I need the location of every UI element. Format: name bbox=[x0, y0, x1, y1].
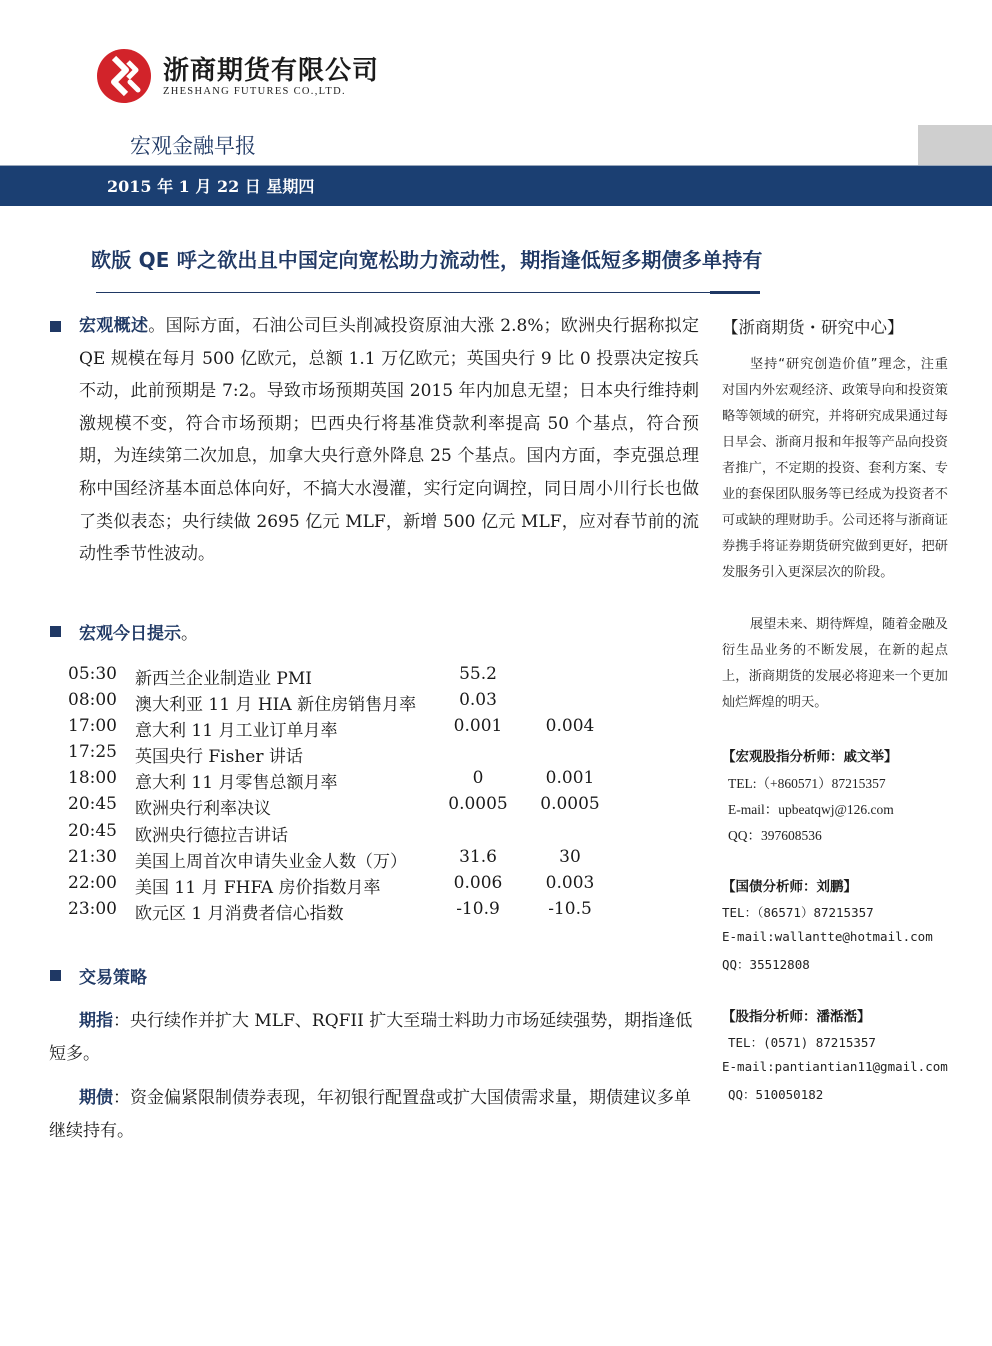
analyst-3-qq: QQ：510050182 bbox=[728, 1087, 824, 1102]
bonds-text: ：资金偏紧限制债券表现，年初银行配置盘或扩大国债需求量，期债建议多单继续持有。 bbox=[49, 1088, 691, 1141]
calendar-value-1: -10.9 bbox=[456, 898, 500, 919]
calendar-time: 05:30 bbox=[68, 664, 117, 684]
calendar-event: 欧洲央行利率决议 bbox=[135, 799, 271, 820]
analyst-1-email[interactable]: E-mail：upbeatqwj@126.com bbox=[728, 802, 894, 817]
calendar-time: 20:45 bbox=[68, 794, 117, 815]
analyst-1-title: 【宏观股指分析师：戚文举】 bbox=[722, 749, 898, 765]
calendar-row bbox=[68, 742, 628, 768]
report-date: 2015 年 1 月 22 日 星期四 bbox=[107, 177, 315, 196]
futures-strategy bbox=[49, 1005, 699, 1070]
bonds-lead: 期债 bbox=[79, 1088, 113, 1108]
calendar-time: 08:00 bbox=[68, 690, 117, 711]
calendar-event: 意大利 11 月零售总额月率 bbox=[135, 773, 338, 794]
calendar-time: 20:45 bbox=[68, 820, 117, 841]
calendar-row bbox=[68, 794, 628, 820]
report-title: 宏观金融早报 bbox=[130, 134, 256, 158]
calendar-value-1: 0.006 bbox=[453, 872, 503, 893]
calendar-value-2: 0.004 bbox=[545, 716, 595, 737]
analyst-2-tel: TEL：（86571）87215357 bbox=[722, 905, 874, 920]
calendar-value-2: 0.001 bbox=[545, 768, 595, 789]
calendar-event: 英国央行 Fisher 讲话 bbox=[135, 747, 303, 768]
decorative-block bbox=[918, 125, 992, 165]
calendar-event: 欧元区 1 月消费者信心指数 bbox=[135, 903, 344, 924]
calendar-value-1: 0.03 bbox=[459, 690, 497, 711]
headline: 欧版 QE 呼之欲出且中国定向宽松助力流动性，期指逢低短多期债多单持有 bbox=[91, 248, 763, 272]
calendar-time: 22:00 bbox=[68, 872, 117, 893]
calendar-event: 欧洲央行德拉吉讲话 bbox=[135, 825, 288, 846]
calendar-row bbox=[68, 768, 628, 794]
analyst-3-email[interactable]: E-mail:pantiantian11@gmail.com bbox=[722, 1059, 948, 1074]
calendar-time: 17:00 bbox=[68, 716, 117, 737]
calendar-event: 意大利 11 月工业订单月率 bbox=[135, 721, 338, 742]
calendar-row bbox=[68, 690, 628, 716]
calendar-time: 17:25 bbox=[68, 742, 117, 763]
calendar-event: 澳大利亚 11 月 HIA 新住房销售月率 bbox=[135, 695, 417, 716]
analyst-3-title: 【股指分析师：潘湉湉】 bbox=[722, 1009, 871, 1025]
calendar-row bbox=[68, 716, 628, 742]
calendar-row bbox=[68, 847, 628, 873]
company-name-cn: 浙商期货有限公司 bbox=[163, 56, 380, 86]
calendar-value-1: 55.2 bbox=[459, 664, 497, 684]
calendar-row bbox=[68, 821, 628, 847]
analyst-1-tel: TEL:（+860571）87215357 bbox=[728, 776, 886, 791]
research-center-intro: 坚持“研究创造价值”理念，注重对国内外宏观经济、政策导向和投资策略等领域的研究，并将研究成果通过每日早会、浙商月报和年报等产品向投资者推广，不定期的投资、套利方案、专业的套保团队服务等已经成为投资者不可或缺的理财助手。公司还将与浙商证券携手将证券期货研究做到更好，把研发服务引入更深层次的阶段。 bbox=[722, 357, 948, 580]
calendar-value-1: 31.6 bbox=[459, 846, 497, 867]
futures-lead: 期指 bbox=[79, 1011, 113, 1031]
analyst-3-tel: TEL：(0571) 87215357 bbox=[728, 1035, 876, 1050]
calendar-time: 18:00 bbox=[68, 768, 117, 789]
analyst-2-title: 【国债分析师：刘鹏】 bbox=[722, 879, 857, 895]
overview-heading: 宏观概述 bbox=[79, 316, 149, 336]
company-name-en: ZHESHANG FUTURES CO.,LTD. bbox=[163, 86, 346, 97]
analyst-1-qq: QQ：397608536 bbox=[728, 828, 822, 843]
headline-divider bbox=[96, 292, 760, 293]
square-bullet-icon bbox=[50, 970, 61, 981]
research-center-outlook: 展望未来、期待辉煌，随着金融及衍生品业务的不断发展，在新的起点上，浙商期货的发展必将迎来一个更加灿烂辉煌的明天。 bbox=[722, 617, 948, 710]
research-center-title: 【浙商期货・研究中心】 bbox=[722, 318, 904, 337]
calendar-event: 美国上周首次申请失业金人数（万） bbox=[135, 851, 407, 872]
economic-calendar bbox=[68, 664, 628, 925]
company-logo-icon bbox=[96, 48, 152, 104]
calendar-value-2: -10.5 bbox=[548, 898, 592, 919]
calendar-value-1: 0.0005 bbox=[448, 794, 508, 815]
calendar-event: 新西兰企业制造业 PMI bbox=[135, 669, 312, 689]
bond-strategy bbox=[49, 1082, 699, 1147]
overview-text: 。国际方面，石油公司巨头削减投资原油大涨 2.8%；欧洲央行据称拟定 QE 规模在每月 500 亿欧元，总额 1.1 万亿欧元；英国央行 9 比 0 投票决定按兵不动，此前预期是 7:2。导致市场预期英国 2015 年内加息无望；日本央行维持刺激规模不变，符合市场预期；巴西央行将基准贷款利率提高 50 个基点，符合预期，为连续第二次加息，加拿大央行意外降息 25 个基点。国内方面，李克强总理称中国经济基本面总体向好，不搞大水漫灌，实行定向调控，同日周小川行长也做了类似表态；央行续做 2695 亿元 MLF，新增 500 亿元 MLF，应对春节前的流动性季节性波动。 bbox=[79, 316, 700, 565]
strategy-heading: 交易策略 bbox=[79, 968, 147, 988]
today-heading: 宏观今日提示。 bbox=[79, 624, 198, 644]
calendar-row bbox=[68, 873, 628, 899]
futures-text: ：央行续作并扩大 MLF、RQFII 扩大至瑞士料助力市场延续强势，期指逢低短多。 bbox=[49, 1011, 693, 1064]
calendar-value-1: 0.001 bbox=[453, 716, 503, 737]
calendar-row bbox=[68, 664, 628, 690]
analyst-2-qq: QQ：35512808 bbox=[722, 957, 810, 972]
square-bullet-icon bbox=[50, 321, 61, 332]
headline-divider-accent bbox=[710, 291, 760, 294]
calendar-value-1: 0 bbox=[472, 768, 484, 789]
calendar-value-2: 0.0005 bbox=[540, 794, 600, 815]
square-bullet-icon bbox=[50, 626, 61, 637]
calendar-time: 21:30 bbox=[68, 846, 117, 867]
calendar-event: 美国 11 月 FHFA 房价指数月率 bbox=[135, 877, 381, 898]
calendar-time: 23:00 bbox=[68, 898, 117, 919]
analyst-2-email[interactable]: E-mail:wallantte@hotmail.com bbox=[722, 929, 933, 944]
calendar-row bbox=[68, 899, 628, 925]
calendar-value-2: 30 bbox=[559, 846, 581, 867]
calendar-value-2: 0.003 bbox=[545, 872, 595, 893]
macro-overview bbox=[79, 310, 699, 571]
